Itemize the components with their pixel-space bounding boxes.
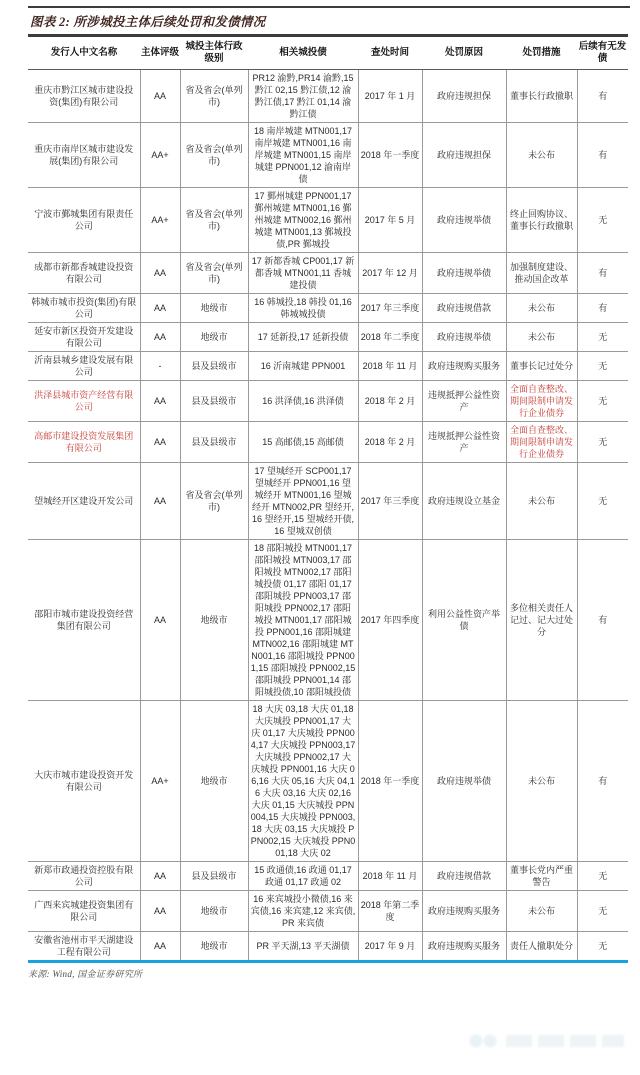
penalty-reason: 政府违规购买服务	[422, 932, 506, 962]
table-row	[28, 323, 628, 352]
table-row	[28, 70, 628, 123]
table-row	[28, 352, 628, 381]
investigation-time: 2018 年 11 月	[358, 352, 422, 381]
penalty-reason: 政府违规担保	[422, 70, 506, 123]
subsequent-issuance: 有	[577, 294, 628, 323]
related-bonds: 15 高邮债,15 高邮债	[248, 422, 358, 463]
related-bonds: 17 延新投,17 延新投债	[248, 323, 358, 352]
issuer-name: 望城经开区建设开发公司	[28, 463, 140, 540]
penalty-measure: 董事长行政撤职	[506, 70, 577, 123]
admin-level: 地级市	[180, 932, 248, 962]
subsequent-issuance: 无	[577, 188, 628, 253]
subsequent-issuance: 无	[577, 352, 628, 381]
table-row	[28, 891, 628, 932]
investigation-time: 2018 年一季度	[358, 123, 422, 188]
issuer-name: 广西来宾城建投资集团有限公司	[28, 891, 140, 932]
issuer-name: 宁波市鄞城集团有限责任公司	[28, 188, 140, 253]
investigation-time: 2018 年 11 月	[358, 862, 422, 891]
investigation-time: 2017 年三季度	[358, 294, 422, 323]
related-bonds: 18 邵阳城投 MTN001,17 邵阳城投 MTN003,17 邵阳城投 MTN002,17 邵阳城投债 01,17 邵阳 01,17 邵阳城投 PPN003,17 邵阳城投 PPN002,17 邵阳城投 MTN001,17 邵阳城投 PPN001,16 邵阳城建 MTN002,16 邵阳城建 MTN001,16 邵阳城投 PPN001,15 邵阳城投 PPN002,15 邵阳城投 PPN001,14 邵阳城投债,10 邵阳城投债	[248, 540, 358, 701]
issuer-name: 重庆市南岸区城市建设发展(集团)有限公司	[28, 123, 140, 188]
penalty-measure: 全面自查整改、期间限制申请发行企业债券	[506, 381, 577, 422]
issuer-name: 安徽省池州市平天湖建设工程有限公司	[28, 932, 140, 962]
penalty-reason: 政府违规借款	[422, 294, 506, 323]
penalty-measure: 全面自查整改、期间限制申请发行企业债券	[506, 422, 577, 463]
related-bonds: 18 南岸城建 MTN001,17 南岸城建 MTN001,16 南岸城建 MTN001,15 南岸城建 PPN001,12 渝南岸债	[248, 123, 358, 188]
header-row	[28, 36, 628, 70]
table-row	[28, 123, 628, 188]
table-row	[28, 463, 628, 540]
issuer-rating: AA	[140, 323, 180, 352]
related-bonds: PR 平天湖,13 平天湖债	[248, 932, 358, 962]
col-header-penalty-reason: 处罚原因	[422, 36, 506, 70]
investigation-time: 2017 年 12 月	[358, 253, 422, 294]
penalty-reason: 政府违规购买服务	[422, 891, 506, 932]
col-header-rating: 主体评级	[140, 36, 180, 70]
penalty-reason: 违规抵押公益性资产	[422, 422, 506, 463]
related-bonds: 16 韩城投,18 韩投 01,16 韩城城投债	[248, 294, 358, 323]
subsequent-issuance: 有	[577, 701, 628, 862]
watermark	[466, 1029, 626, 1053]
table-row	[28, 294, 628, 323]
related-bonds: 16 洪泽债,16 洪泽债	[248, 381, 358, 422]
penalty-measure: 未公布	[506, 294, 577, 323]
penalty-reason: 政府违规担保	[422, 123, 506, 188]
penalty-measure: 未公布	[506, 123, 577, 188]
issuer-rating: AA+	[140, 123, 180, 188]
admin-level: 省及省会(单列市)	[180, 70, 248, 123]
table-row	[28, 932, 628, 962]
investigation-time: 2017 年 5 月	[358, 188, 422, 253]
admin-level: 县及县级市	[180, 352, 248, 381]
issuer-name: 延安市新区投资开发建设有限公司	[28, 323, 140, 352]
subsequent-issuance: 有	[577, 540, 628, 701]
issuer-name: 高邮市建设投资发展集团有限公司	[28, 422, 140, 463]
investigation-time: 2018 年 2 月	[358, 381, 422, 422]
related-bonds: 16 来宾城投小微债,16 来宾债,16 来宾建,12 来宾债,PR 来宾债	[248, 891, 358, 932]
issuer-rating: AA+	[140, 188, 180, 253]
penalty-reason: 政府违规举债	[422, 253, 506, 294]
admin-level: 地级市	[180, 891, 248, 932]
col-header-related-bonds: 相关城投债	[248, 36, 358, 70]
admin-level: 省及省会(单列市)	[180, 253, 248, 294]
issuer-name: 沂南县城乡建设发展有限公司	[28, 352, 140, 381]
related-bonds: 17 望城经开 SCP001,17 望城经开 PPN001,16 望城经开 MTN001,16 望城经开 MTN002,PR 望经开,16 望经开,15 望城经开债,16 望城双创债	[248, 463, 358, 540]
penalty-measure: 加强制度建设、推动国企改革	[506, 253, 577, 294]
issuer-rating: AA	[140, 253, 180, 294]
issuer-rating: AA	[140, 891, 180, 932]
penalty-reason: 政府违规举债	[422, 323, 506, 352]
investigation-time: 2018 年 2 月	[358, 422, 422, 463]
penalty-reason: 政府违规举债	[422, 701, 506, 862]
related-bonds: 15 政通债,16 政通 01,17 政通 01,17 政通 02	[248, 862, 358, 891]
subsequent-issuance: 无	[577, 422, 628, 463]
subsequent-issuance: 无	[577, 323, 628, 352]
admin-level: 省及省会(单列市)	[180, 188, 248, 253]
col-header-issuer-name: 发行人中文名称	[28, 36, 140, 70]
penalty-reason: 政府违规借款	[422, 862, 506, 891]
related-bonds: 16 沂南城建 PPN001	[248, 352, 358, 381]
subsequent-issuance: 无	[577, 891, 628, 932]
subsequent-issuance: 有	[577, 123, 628, 188]
table-body	[28, 70, 628, 962]
issuer-name: 重庆市黔江区城市建设投资(集团)有限公司	[28, 70, 140, 123]
investigation-time: 2018 年二季度	[358, 323, 422, 352]
admin-level: 省及省会(单列市)	[180, 123, 248, 188]
table-row	[28, 253, 628, 294]
penalty-measure: 董事长党内严重警告	[506, 862, 577, 891]
admin-level: 省及省会(单列市)	[180, 463, 248, 540]
admin-level: 地级市	[180, 540, 248, 701]
issuer-name: 洪泽县城市资产经营有限公司	[28, 381, 140, 422]
penalty-table	[28, 34, 628, 963]
issuer-rating: -	[140, 352, 180, 381]
issuer-rating: AA	[140, 862, 180, 891]
issuer-rating: AA	[140, 294, 180, 323]
source-note: 来源: Wind, 国金证券研究所	[28, 969, 143, 979]
investigation-time: 2017 年四季度	[358, 540, 422, 701]
investigation-time: 2018 年一季度	[358, 701, 422, 862]
penalty-reason: 政府违规设立基金	[422, 463, 506, 540]
subsequent-issuance: 无	[577, 932, 628, 962]
issuer-rating: AA	[140, 70, 180, 123]
table-row	[28, 701, 628, 862]
related-bonds: 17 鄞州城建 PPN001,17 鄞州城建 MTN001,16 鄞州城建 MTN002,16 鄞州城建 MTN001,13 鄞城投债,PR 鄞城投	[248, 188, 358, 253]
table-row	[28, 381, 628, 422]
admin-level: 县及县级市	[180, 862, 248, 891]
issuer-name: 成都市新都香城建设投资有限公司	[28, 253, 140, 294]
related-bonds: 17 新都香城 CP001,17 新都香城 MTN001,11 香城建投债	[248, 253, 358, 294]
table-row	[28, 540, 628, 701]
issuer-name: 大庆市城市建设投资开发有限公司	[28, 701, 140, 862]
penalty-measure: 责任人撤职处分	[506, 932, 577, 962]
issuer-name: 邵阳市城市建设投资经营集团有限公司	[28, 540, 140, 701]
subsequent-issuance: 无	[577, 463, 628, 540]
subsequent-issuance: 有	[577, 253, 628, 294]
table-row	[28, 422, 628, 463]
issuer-name: 韩城市城市投资(集团)有限公司	[28, 294, 140, 323]
admin-level: 地级市	[180, 294, 248, 323]
admin-level: 地级市	[180, 701, 248, 862]
penalty-reason: 政府违规购买服务	[422, 352, 506, 381]
table-row	[28, 188, 628, 253]
penalty-measure: 未公布	[506, 463, 577, 540]
penalty-reason: 政府违规举债	[422, 188, 506, 253]
admin-level: 县及县级市	[180, 381, 248, 422]
penalty-reason: 违规抵押公益性资产	[422, 381, 506, 422]
issuer-name: 新郑市政通投资控股有限公司	[28, 862, 140, 891]
col-header-penalty-measure: 处罚措施	[506, 36, 577, 70]
issuer-rating: AA	[140, 540, 180, 701]
investigation-time: 2017 年三季度	[358, 463, 422, 540]
related-bonds: PR12 渝黔,PR14 渝黔,15 黔江 02,15 黔江债,12 渝黔江债,17 黔江 01,14 渝黔江债	[248, 70, 358, 123]
investigation-time: 2017 年 1 月	[358, 70, 422, 123]
penalty-reason: 利用公益性资产举债	[422, 540, 506, 701]
admin-level: 县及县级市	[180, 422, 248, 463]
subsequent-issuance: 无	[577, 381, 628, 422]
penalty-measure: 董事长记过处分	[506, 352, 577, 381]
issuer-rating: AA	[140, 422, 180, 463]
related-bonds: 18 大庆 03,18 大庆 01,18 大庆城投 PPN001,17 大庆 01,17 大庆城投 PPN004,17 大庆城投 PPN003,17 大庆城投 PPN002,17 大庆城投 PPN001,16 大庆 06,16 大庆 05,16 大庆 04,16 大庆 03,16 大庆 02,16 大庆 01,15 大庆城投 PPN004,15 大庆城投 PPN003,18 大庆 03,15 大庆城投 PPN002,15 大庆城投 PPN001,18 大庆 02	[248, 701, 358, 862]
issuer-rating: AA	[140, 463, 180, 540]
penalty-measure: 未公布	[506, 701, 577, 862]
col-header-subsequent-issuance: 后续有无发债	[577, 36, 628, 70]
penalty-measure: 多位相关责任人记过、记大过处分	[506, 540, 577, 701]
subsequent-issuance: 无	[577, 862, 628, 891]
penalty-measure: 未公布	[506, 891, 577, 932]
table-row	[28, 862, 628, 891]
penalty-measure: 未公布	[506, 323, 577, 352]
penalty-measure: 终止回购协议、董事长行政撤职	[506, 188, 577, 253]
issuer-rating: AA	[140, 381, 180, 422]
issuer-rating: AA	[140, 932, 180, 962]
admin-level: 地级市	[180, 323, 248, 352]
subsequent-issuance: 有	[577, 70, 628, 123]
investigation-time: 2017 年 9 月	[358, 932, 422, 962]
investigation-time: 2018 年第二季度	[358, 891, 422, 932]
figure-title: 图表 2: 所涉城投主体后续处罚和发债情况	[28, 6, 630, 34]
col-header-investigation-time: 查处时间	[358, 36, 422, 70]
col-header-admin-level: 城投主体行政级别	[180, 36, 248, 70]
issuer-rating: AA+	[140, 701, 180, 862]
